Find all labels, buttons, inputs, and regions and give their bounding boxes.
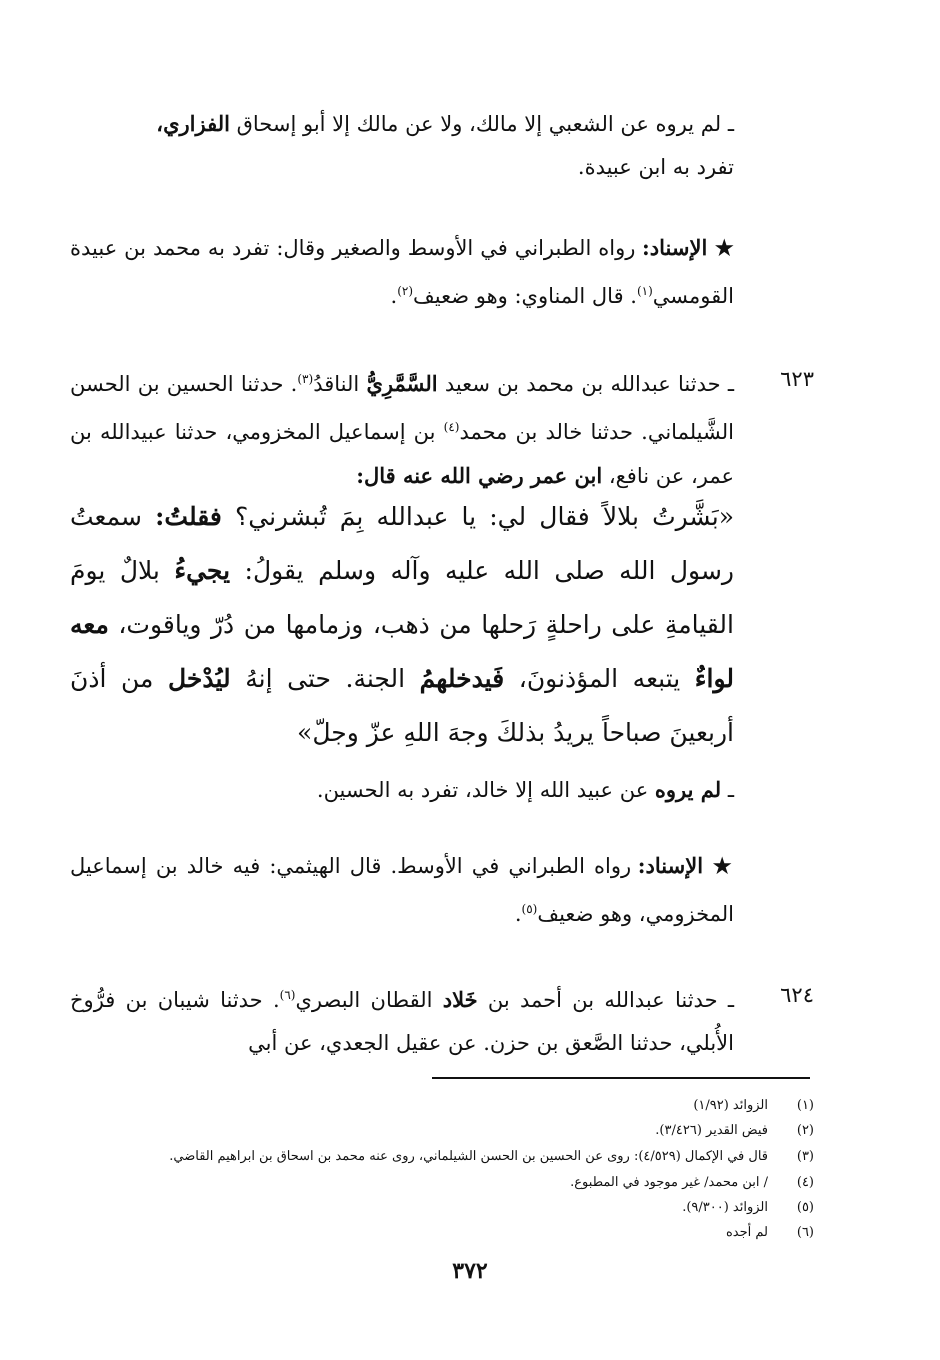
matn-text: سمعتُ رسول الله صلى الله عليه وآله وسلم يقولُ: [70,502,734,585]
narration-note-2 [70,768,734,812]
chain-text: القطان البصري [295,988,443,1012]
hadith-number: ٦٢٣ [780,367,814,391]
isnad-label: ★ الإسناد: [637,853,734,878]
footnote-item [655,1121,814,1141]
chain-text: الناقدُ [313,372,367,396]
footnote-number: (١) [796,1098,814,1113]
chain-bold: السَّمَّرِيُّ [366,371,438,396]
footnote-text: فيض القدير (٣/٤٢٦). [655,1123,768,1138]
matn-bold: فقلتُ: [155,502,222,531]
hadith-624-chain [70,974,734,1065]
isnad-text: . [514,902,522,926]
note-text: عن عبيد الله إلا خالد، تفرد به الحسين. [316,778,655,802]
isnad-text: رواه الطبراني في الأوسط والصغير وقال: تفرد به محمد بن عبيدة القومسي [70,236,734,308]
matn-text: بلالٌ يومَ القيامةِ على راحلةٍ رَحلها من ذهب، وزمامها من دُرّ وياقوت، [70,556,734,639]
footnote-ref: (٥) [521,902,538,916]
chain-bold: ابن عمر رضي الله عنه قال: [356,463,603,488]
hadith-number: ٦٢٤ [780,983,814,1007]
page-number: ٣٧٢ [452,1258,488,1284]
note-bold: لم يروه [654,777,722,802]
footnote-number: (٥) [796,1200,814,1215]
footnote-text: الزوائد (٩/٣٠٠). [682,1200,768,1215]
isnad-paragraph-1 [70,226,734,318]
matn-bold: فَيدخلهمُ [419,664,505,693]
chain-text: ـ حدثنا عبدالله بن محمد بن سعيد [437,372,734,396]
hadith-623-chain [70,358,734,498]
isnad-text: . [390,284,398,308]
isnad-text: . قال المناوي: وهو ضعيف [413,284,637,308]
matn-text: الجنة. حتى إنهُ [230,664,420,693]
chain-text: . حدثنا الحسين بن الحسن الشَّيلماني. حدثنا خالد بن محمد [70,372,734,444]
footnote-ref: (٣) [297,372,314,386]
narration-note-1 [70,102,734,189]
matn-text: يتبعه المؤذنونَ، [504,664,695,693]
footnote-ref: (٦) [279,988,296,1002]
matn-bold: يجيءُ [174,556,231,585]
note-text-line2: تفرد به ابن عبيدة. [577,155,734,179]
matn-text: من أذنَ أربعينَ صباحاً يريدُ بذلكَ وجهَ اللهِ عزّ وجلّ» [70,664,734,747]
matn-text: «بَشَّرتُ بلالاً فقال لي: يا عبدالله بِمَ تُبشرني؟ [221,502,734,531]
footnote-text: الزوائد (١/٩٢) [693,1098,768,1113]
matn-bold: معه لواءٌ [70,610,734,693]
chain-text: . حدثنا شيبان بن فرُّوخ الأُبلي، حدثنا الصَّعق بن حزن. عن عقيل الجعدي، عن أبي [70,988,734,1055]
chain-text: ـ حدثنا عبدالله بن أحمد بن [477,988,734,1012]
footnote-text: لم أجده [725,1225,768,1240]
footnote-item [570,1173,814,1193]
isnad-text: رواه الطبراني في الأوسط. قال الهيثمي: فيه خالد بن إسماعيل المخزومي، وهو ضعيف [70,854,734,926]
hadith-623-matn [70,490,734,760]
footnote-item [682,1198,814,1218]
footnote-text: / ابن محمد/ غير موجود في المطبوع. [570,1175,768,1190]
footnote-item [693,1096,814,1116]
matn-bold: ليُدْخل [168,664,231,693]
footnote-ref: (٤) [443,420,460,434]
footnote-number: (٦) [796,1225,814,1240]
footnote-number: (٤) [796,1175,814,1190]
isnad-paragraph-2 [70,844,734,936]
footnote-item [169,1147,814,1167]
footnote-text: قال في الإكمال (٤/٥٢٩): روى عن الحسين بن الحسن الشيلماني، روى عنه محمد بن اسحاق بن ابراهيم القاضي. [169,1149,768,1164]
footnote-divider [432,1077,810,1079]
chain-bold: خَلاد [442,987,478,1012]
footnote-number: (٣) [796,1149,814,1164]
note-bold-text: الفزاري، [156,111,230,136]
footnote-ref: (١) [636,284,653,298]
note-text: ـ [721,778,734,802]
footnote-item [726,1223,814,1243]
note-text: ـ لم يروه عن الشعبي إلا مالك، ولا عن مالك إلا أبو إسحاق [229,112,734,136]
footnote-number: (٢) [796,1123,814,1138]
footnote-ref: (٢) [397,284,414,298]
isnad-label: ★ الإسناد: [642,235,734,260]
chain-text: بن إسماعيل المخزومي، حدثنا عبيدالله بن عمر، عن نافع، [70,420,734,488]
